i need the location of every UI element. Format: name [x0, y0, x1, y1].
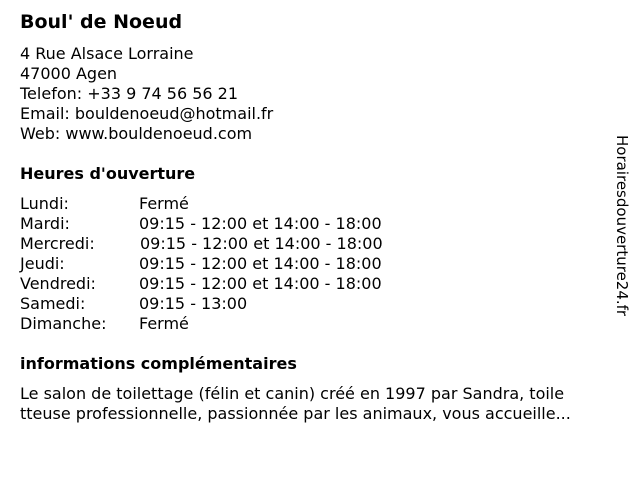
hours-value: Fermé	[139, 314, 189, 333]
day-label: Vendredi:	[20, 274, 96, 293]
hours-value: 09:15 - 12:00 et 14:00 - 18:00	[140, 234, 383, 253]
contact-block	[20, 44, 273, 144]
email-line[interactable]: Email: bouldenoeud@hotmail.fr	[20, 104, 274, 123]
hours-heading: Heures d'ouverture	[20, 164, 196, 183]
description-line-2: tteuse professionnelle, passionnée par les animaux, vous accueille...	[20, 404, 571, 423]
day-label: Lundi:	[20, 194, 69, 213]
info-heading: informations complémentaires	[20, 354, 297, 373]
day-label: Samedi:	[20, 294, 86, 313]
web-line[interactable]: Web: www.bouldenoeud.com	[20, 124, 253, 143]
address-street: 4 Rue Alsace Lorraine	[20, 44, 194, 63]
description-text	[20, 384, 620, 424]
site-watermark: Horairesdouverture24.fr	[613, 135, 631, 317]
day-label: Dimanche:	[20, 314, 107, 333]
business-name: Boul' de Noeud	[20, 11, 183, 33]
day-label: Mardi:	[20, 214, 70, 233]
hours-value: 09:15 - 12:00 et 14:00 - 18:00	[139, 274, 382, 293]
phone-line[interactable]: Telefon: +33 9 74 56 56 21	[20, 84, 239, 103]
address-city: 47000 Agen	[20, 64, 118, 83]
day-label: Jeudi:	[20, 254, 65, 273]
hours-value: Fermé	[139, 194, 189, 213]
description-line-1: Le salon de toilettage (félin et canin) créé en 1997 par Sandra, toile	[20, 384, 565, 403]
hours-value: 09:15 - 12:00 et 14:00 - 18:00	[139, 254, 382, 273]
day-label: Mercredi:	[20, 234, 95, 253]
hours-value: 09:15 - 12:00 et 14:00 - 18:00	[139, 214, 382, 233]
hours-value: 09:15 - 13:00	[139, 294, 248, 313]
